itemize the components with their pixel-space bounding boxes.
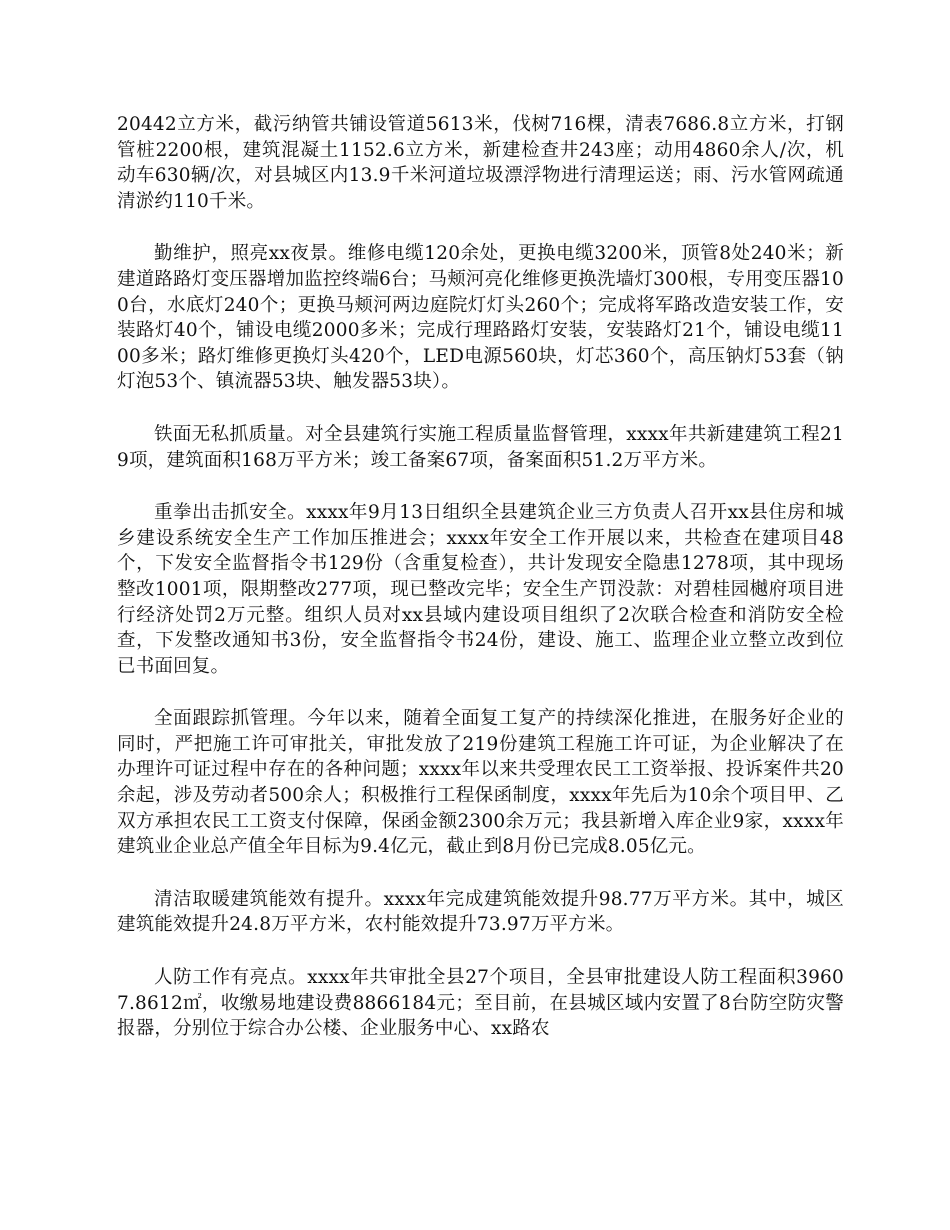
paragraph-energy-efficiency: 清洁取暖建筑能效有提升。xxxx年完成建筑能效提升98.77万平方米。其中，城区建筑能效提升24.8万平方米，农村能效提升73.97万平方米。 xyxy=(117,888,844,936)
paragraph-safety-inspection: 重拳出击抓安全。xxxx年9月13日组织全县建筑企业三方负责人召开xx县住房和城乡建设系统安全生产工作加压推进会；xxxx年安全工作开展以来，共检查在建项目48个，下发安全监督指令书129份（含重复检查），共计发现安全隐患1278项，其中现场整改1001项，限期整改277项，现已整改完毕；安全生产罚没款：对碧桂园樾府项目进行经济处罚2万元整。组织人员对xx县域内建设项目组织了2次联合检查和消防安全检查，下发整改通知书3份，安全监督指令书24份，建设、施工、监理企业立整立改到位已书面回复。 xyxy=(117,502,844,677)
paragraph-streetlight-maintenance: 勤维护，照亮xx夜景。维修电缆120余处，更换电缆3200米，顶管8处240米；新建道路路灯变压器增加监控终端6台；马颊河亮化维修更换洗墙灯300根，专用变压器100台，水底灯240个；更换马颊河两边庭院灯灯头260个；完成将军路改造安装工作，安装路灯40个，铺设电缆2000多米；完成行理路路灯安装，安装路灯21个，铺设电缆1100多米；路灯维修更换灯头420个，LED电源560块，灯芯360个，高压钠灯53套（钠灯泡53个、镇流器53块、触发器53块）。 xyxy=(117,243,844,393)
paragraph-quality-supervision: 铁面无私抓质量。对全县建筑行实施工程质量监督管理，xxxx年共新建建筑工程219项，建筑面积168万平方米；竣工备案67项，备案面积51.2万平方米。 xyxy=(117,423,844,471)
paragraph-civil-air-defense: 人防工作有亮点。xxxx年共审批全县27个项目，全县审批建设人防工程面积39607.8612㎡，收缴易地建设费8866184元；至目前，在县城区域内安置了8台防空防灾警报器，分别位于综合办公楼、企业服务中心、xx路农 xyxy=(117,967,844,1040)
paragraph-management-tracking: 全面跟踪抓管理。今年以来，随着全面复工复产的持续深化推进，在服务好企业的同时，严把施工许可审批关，审批发放了219份建筑工程施工许可证，为企业解决了在办理许可证过程中存在的各种问题；xxxx年以来共受理农民工工资举报、投诉案件共20余起，涉及劳动者500余人；积极推行工程保函制度，xxxx年先后为10余个项目甲、乙双方承担农民工工资支付保障，保函金额2300余万元；我县新增入库企业9家，xxxx年建筑业企业总产值全年目标为9.4亿元，截止到8月份已完成8.05亿元。 xyxy=(117,708,844,858)
document-body xyxy=(117,112,844,1069)
paragraph-continuation: 20442立方米，截污纳管共铺设管道5613米，伐树716棵，清表7686.8立方米，打钢管桩2200根，建筑混凝土1152.6立方米，新建检查井243座；动用4860余人/次，机动车630辆/次，对县城区内13.9千米河道垃圾漂浮物进行清理运送；雨、污水管网疏通清淤约110千米。 xyxy=(117,114,844,212)
